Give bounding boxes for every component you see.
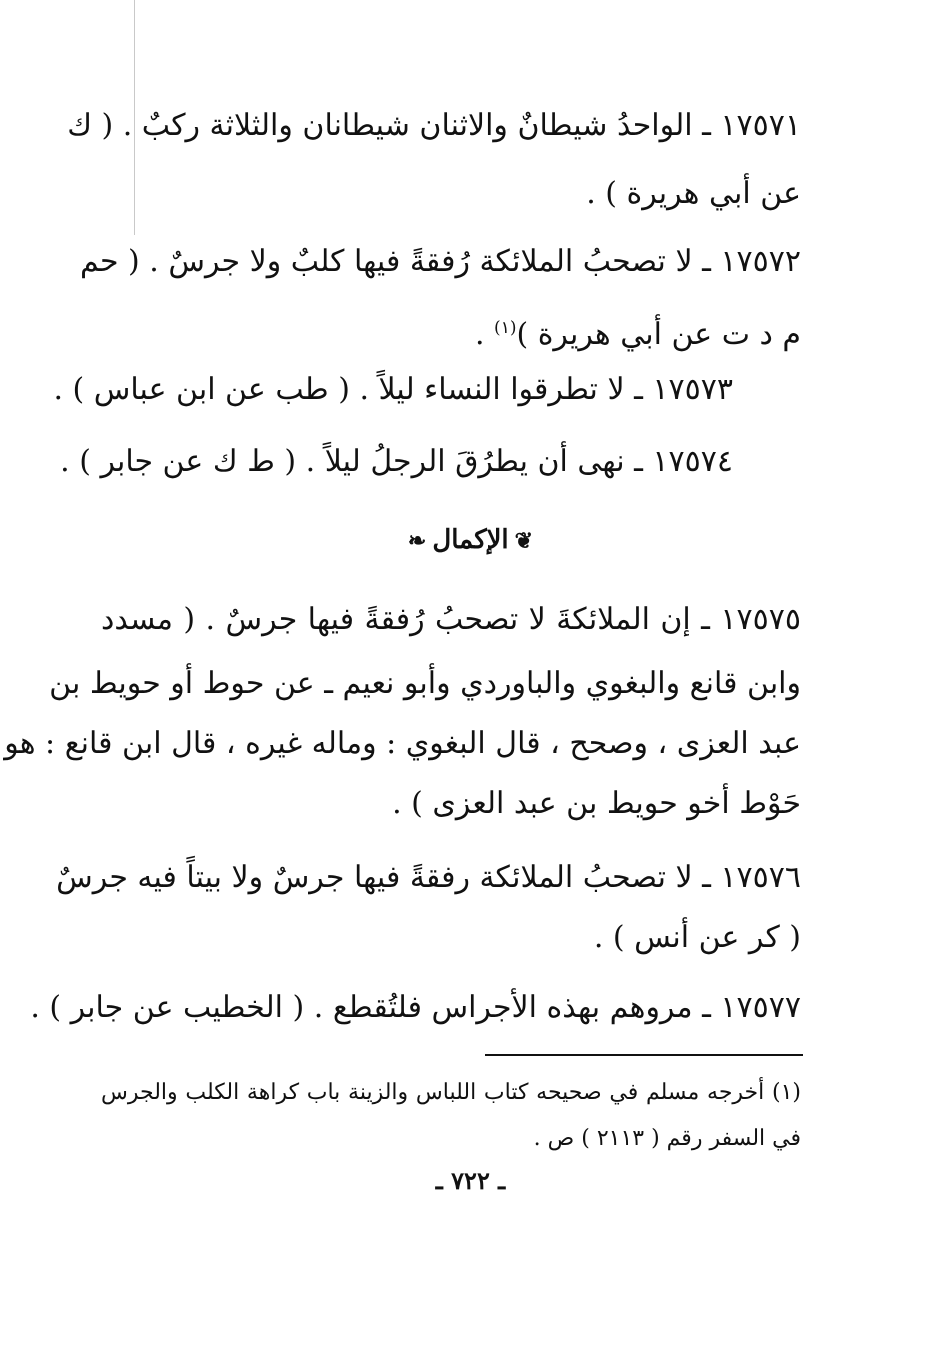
entry-17575-line-3: عبد العزى ، وصحح ، قال البغوي : وماله غيره ، قال ابن قانع : هو — [4, 726, 801, 761]
section-title: الإكمال — [432, 525, 509, 555]
entry-17575-line-2: وابن قانع والبغوي والباوردي وأبو نعيم ـ عن حوط أو حويط بن — [49, 666, 801, 701]
ornament-right-icon: ❦ — [514, 528, 534, 554]
entry-17572-line-1: ١٧٥٧٢ ـ لا تصحبُ الملائكة رُفقةً فيها كلبٌ ولا جرسٌ . ( حم — [79, 244, 801, 279]
footnote-line-2: في السفر رقم ( ٢١١٣ ) ص . — [533, 1126, 801, 1151]
footnote-separator — [485, 1054, 803, 1056]
entry-17572-terminal: . — [474, 317, 495, 352]
entry-17575-line-1: ١٧٥٧٥ ـ إن الملائكةَ لا تصحبُ رُفقةً فيها جرسٌ . ( مسدد — [101, 602, 801, 637]
entry-17574: ١٧٥٧٤ ـ نهى أن يطرُقَ الرجلُ ليلاً . ( ط ك عن جابر ) . — [60, 444, 733, 479]
page-number: ـ ٧٢٢ ـ — [435, 1166, 506, 1195]
section-heading — [0, 518, 941, 563]
entry-17575-line-4: حَوْط أخو حويط بن عبد العزى ) . — [392, 786, 801, 821]
entry-17576-line-2: ( كر عن أنس ) . — [593, 920, 801, 955]
footnote-line-1: (١) أخرجه مسلم في صحيحه كتاب اللباس والزينة باب كراهة الكلب والجرس — [101, 1080, 801, 1105]
footnote-marker: (١) — [494, 318, 517, 338]
entry-17576-line-1: ١٧٥٧٦ ـ لا تصحبُ الملائكة رفقةً فيها جرسٌ ولا بيتاً فيه جرسٌ — [56, 860, 801, 895]
entry-17577: ١٧٥٧٧ ـ مروهم بهذه الأجراس فلتُقطع . ( الخطيب عن جابر ) . — [30, 990, 801, 1025]
entry-17572-line-2-text: م د ت عن أبي هريرة ) — [516, 317, 801, 352]
entry-17571-line-1: ١٧٥٧١ ـ الواحدُ شيطانٌ والاثنان شيطانان والثلاثة ركبٌ . ( ك — [67, 108, 801, 143]
entry-17571-line-2: عن أبي هريرة ) . — [586, 176, 801, 211]
entry-17572-line-2 — [101, 306, 801, 357]
entry-17573: ١٧٥٧٣ ـ لا تطرقوا النساء ليلاً . ( طب عن ابن عباس ) . — [53, 372, 733, 407]
ornament-left-icon: ❧ — [407, 528, 427, 554]
